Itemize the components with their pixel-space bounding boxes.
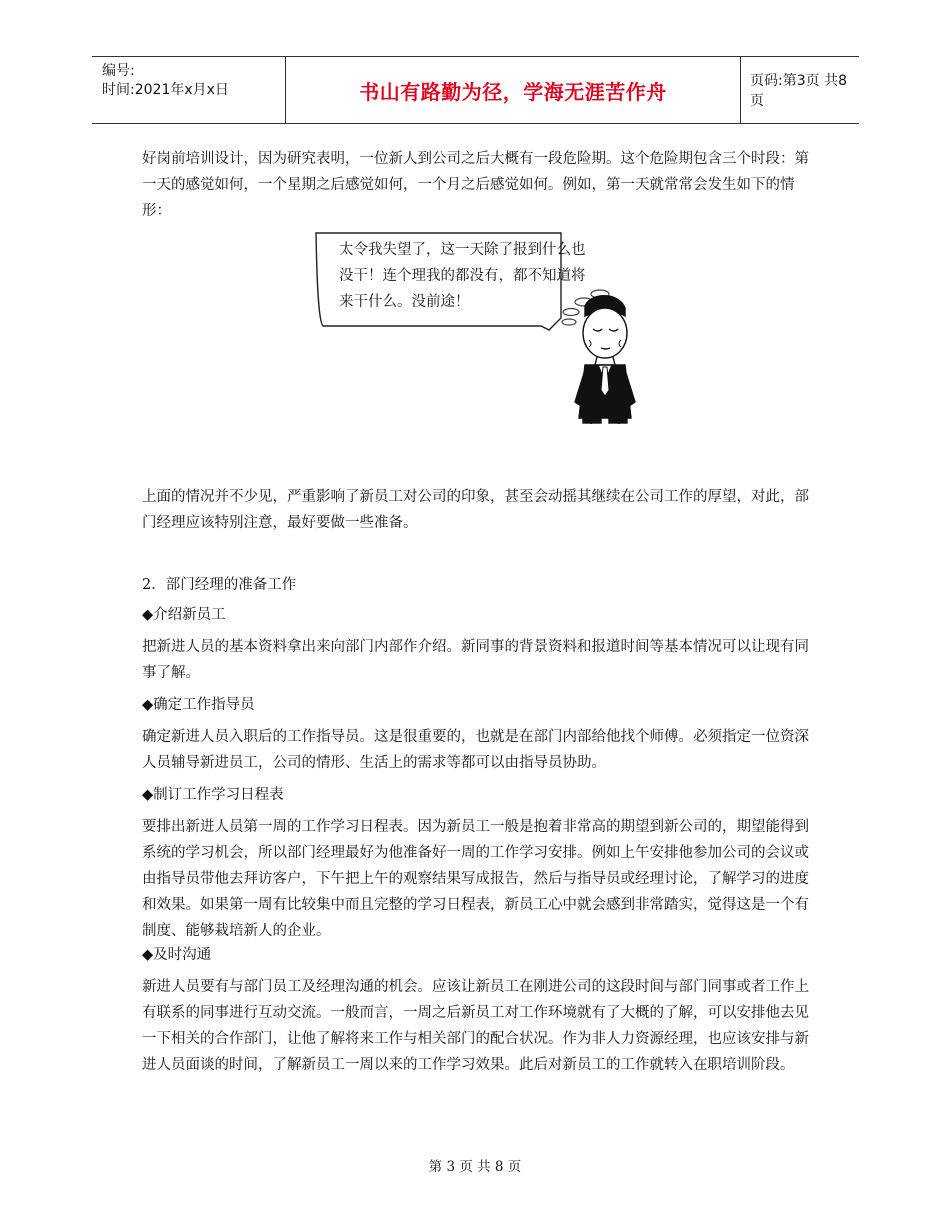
time-label: 时间:2021年x月x日 bbox=[102, 82, 229, 98]
item-text-introduce: 把新进人员的基本资料拿出来向部门内部作介绍。新同事的背景资料和报道时间等基本情况可以让现有同事了解。 bbox=[142, 639, 809, 681]
speech-bubble-text: 太令我失望了，这一天除了报到什么也没干！连个理我的都没有，都不知道将来干什么。没前途！ bbox=[339, 242, 586, 310]
section-title: 2．部门经理的准备工作 bbox=[142, 577, 297, 593]
item-text-mentor: 确定新进人员入职后的工作指导员。这是很重要的，也就是在部门内部给他找个师傅。必须指定一位资深人员辅导新进员工，公司的情形、生活上的需求等都可以由指导员协助。 bbox=[142, 729, 809, 771]
item-text-communicate: 新进人员要有与部门员工及经理沟通的机会。应该让新员工在刚进公司的这段时间与部门同事或者工作上有联系的同事进行互动交流。一般而言，一周之后新员工对工作环境就有了大概的了解，可以安排他去见一下相关的合作部门，让他了解将来工作与相关部门的配合状况。作为非人力资源经理，也应该安排与新进人员面谈的时间，了解新员工一周以来的工作学习效果。此后对新员工的工作就转入在职培训阶段。 bbox=[142, 979, 809, 1073]
item-title-communicate: ◆及时沟通 bbox=[142, 947, 212, 963]
paragraph-after-cartoon: 上面的情况并不少见，严重影响了新员工对公司的印象，甚至会动摇其继续在公司工作的厚望，对此，部门经理应该特别注意，最好要做一些准备。 bbox=[142, 489, 809, 531]
page-footer: 第 3 页 共 8 页 bbox=[428, 1159, 522, 1175]
item-title-schedule: ◆制订工作学习日程表 bbox=[142, 787, 284, 803]
motto: 书山有路勤为径，学海无涯苦作舟 bbox=[359, 79, 667, 104]
item-text-schedule: 要排出新进人员第一周的工作学习日程表。因为新员工一般是抱着非常高的期望到新公司的，期望能得到系统的学习机会，所以部门经理最好为他准备好一周的工作学习安排。例如上午安排他参加公司的会议或由指导员带他去拜访客户，下午把上午的观察结果写成报告，然后与指导员或经理讨论，了解学习的进度和效果。如果第一周有比较集中而且完整的学习日程表，新员工心中就会感到非常踏实，觉得这是一个有制度、能够栽培新人的企业。 bbox=[142, 819, 809, 939]
item-title-mentor: ◆确定工作指导员 bbox=[142, 697, 255, 713]
document-header bbox=[92, 56, 859, 124]
header-page-cell bbox=[740, 57, 859, 123]
page-label: 页码:第3页 共8页 bbox=[750, 73, 847, 109]
cartoon-illustration bbox=[313, 230, 643, 425]
intro-paragraph: 好岗前培训设计，因为研究表明，一位新人到公司之后大概有一段危险期。这个危险期包含三个时段：第一天的感觉如何，一个星期之后感觉如何，一个月之后感觉如何。例如，第一天就常常会发生如下的情形： bbox=[142, 151, 809, 219]
header-motto-cell bbox=[285, 57, 741, 123]
item-title-introduce: ◆介绍新员工 bbox=[142, 607, 226, 623]
number-label: 编号: bbox=[102, 63, 135, 79]
header-meta bbox=[92, 57, 285, 123]
